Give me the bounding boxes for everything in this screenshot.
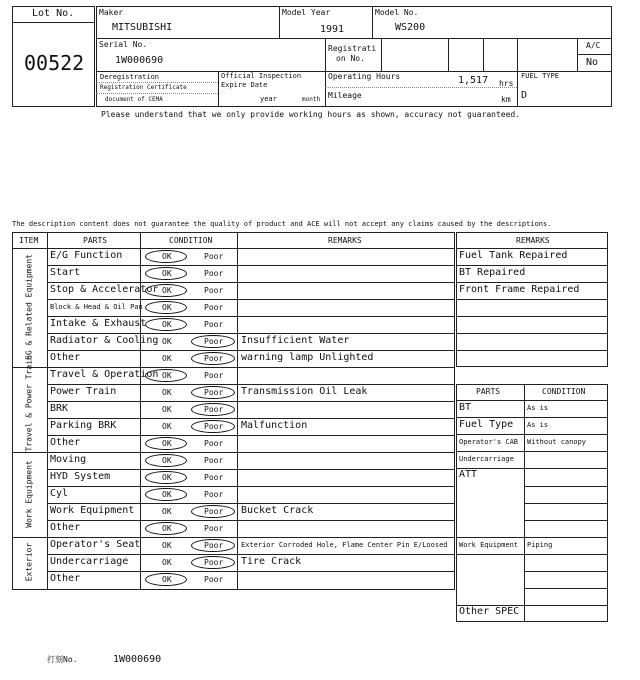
lot-number: 00522 bbox=[24, 51, 85, 75]
condition-poor: Poor bbox=[204, 473, 224, 482]
operating-hours-value: 1,517 bbox=[458, 75, 489, 86]
stamp-label: 打刻No. bbox=[47, 655, 78, 664]
ok-circle-mark bbox=[145, 318, 187, 331]
condition-ok: OK bbox=[162, 422, 172, 431]
registration-label: Registrati bbox=[328, 44, 377, 53]
month-label: month bbox=[302, 96, 321, 103]
group-divider bbox=[12, 537, 455, 538]
right-remark-text: Front Frame Repaired bbox=[459, 284, 580, 295]
condition-poor: Poor bbox=[204, 405, 224, 414]
remarks-line bbox=[456, 265, 608, 266]
registration-label-2: on No. bbox=[336, 54, 365, 63]
right-part-name: Fuel Type bbox=[459, 419, 514, 430]
condition-poor: Poor bbox=[204, 507, 224, 516]
ok-circle-mark bbox=[145, 267, 187, 280]
right-remarks-header: REMARKS bbox=[516, 236, 550, 245]
ok-circle-mark bbox=[145, 454, 187, 467]
part-name: Radiator & Cooling bbox=[50, 335, 159, 346]
condition-poor: Poor bbox=[204, 422, 224, 431]
ac-value: No bbox=[586, 57, 599, 68]
condition-poor: Poor bbox=[204, 524, 224, 533]
remarks-line bbox=[456, 299, 608, 300]
serial-no-label: Serial No. bbox=[99, 40, 148, 49]
part-name: Intake & Exhaust bbox=[50, 318, 147, 329]
remark-text: Malfunction bbox=[241, 420, 308, 431]
ok-circle-mark bbox=[145, 488, 187, 501]
group-label: Work Equipment bbox=[24, 459, 33, 528]
right-condition-header: CONDITION bbox=[542, 387, 586, 396]
row-divider bbox=[47, 571, 455, 572]
parts-line bbox=[524, 520, 608, 521]
part-name: Block & Head & Oil Pan bbox=[50, 303, 143, 311]
row-divider bbox=[47, 316, 455, 317]
row-divider bbox=[47, 418, 455, 419]
row-divider bbox=[47, 350, 455, 351]
poor-circle-mark bbox=[191, 386, 235, 399]
condition-poor: Poor bbox=[204, 371, 224, 380]
parts-line bbox=[524, 571, 608, 572]
condition-ok: OK bbox=[162, 541, 172, 550]
poor-circle-mark bbox=[191, 505, 235, 518]
maker-label: Maker bbox=[99, 8, 124, 17]
ac-label: A/C bbox=[586, 41, 601, 50]
divider bbox=[218, 71, 219, 107]
condition-ok: OK bbox=[162, 354, 172, 363]
fuel-type-value: D bbox=[521, 90, 528, 101]
condition-ok: OK bbox=[162, 286, 172, 295]
divider bbox=[448, 38, 449, 71]
parts-line bbox=[456, 417, 608, 418]
group-divider bbox=[12, 367, 455, 368]
parts-line bbox=[456, 537, 608, 538]
model-year-label: Model Year bbox=[282, 8, 331, 17]
condition-ok: OK bbox=[162, 371, 172, 380]
condition-poor: Poor bbox=[204, 286, 224, 295]
divider bbox=[96, 93, 218, 94]
divider bbox=[12, 22, 95, 23]
condition-ok: OK bbox=[162, 405, 172, 414]
parts-line bbox=[524, 486, 608, 487]
part-name: Operator's Seat bbox=[50, 539, 141, 550]
condition-ok: OK bbox=[162, 388, 172, 397]
part-name: Undercarriage bbox=[50, 556, 129, 567]
row-divider bbox=[47, 486, 455, 487]
serial-no-value: 1W000690 bbox=[115, 55, 164, 66]
ok-circle-mark bbox=[145, 250, 187, 263]
part-name: Other bbox=[50, 352, 81, 363]
ok-circle-mark bbox=[145, 471, 187, 484]
right-part-name: Work Equipment bbox=[459, 541, 519, 549]
remarks-line bbox=[456, 282, 608, 283]
part-name: Other bbox=[50, 522, 81, 533]
divider bbox=[96, 82, 218, 83]
remark-text: Tire Crack bbox=[241, 556, 302, 567]
condition-poor: Poor bbox=[204, 320, 224, 329]
condition-poor: Poor bbox=[204, 337, 224, 346]
condition-poor: Poor bbox=[204, 558, 224, 567]
condition-poor: Poor bbox=[204, 269, 224, 278]
part-name: Stop & Accelerator bbox=[50, 284, 159, 295]
year-label: year bbox=[260, 95, 277, 103]
ok-circle-mark bbox=[145, 284, 187, 297]
condition-ok: OK bbox=[162, 575, 172, 584]
group-label: Exterior bbox=[24, 542, 33, 581]
condition-poor: Poor bbox=[204, 354, 224, 363]
part-name: HYD System bbox=[50, 471, 111, 482]
condition-ok: OK bbox=[162, 252, 172, 261]
fuel-type-label: FUEL TYPE bbox=[521, 72, 559, 80]
condition-ok: OK bbox=[162, 507, 172, 516]
divider bbox=[279, 6, 280, 38]
condition-poor: Poor bbox=[204, 541, 224, 550]
right-part-name: Undercarriage bbox=[459, 455, 514, 463]
group-label: Travel & Power Train bbox=[24, 354, 33, 451]
ok-circle-mark bbox=[145, 369, 187, 382]
remark-text: Bucket Crack bbox=[241, 505, 314, 516]
maker-value: MITSUBISHI bbox=[112, 22, 173, 33]
official-inspection-label: Official Inspection bbox=[221, 72, 302, 80]
part-name: Cyl bbox=[50, 488, 69, 499]
poor-circle-mark bbox=[191, 352, 235, 365]
condition-ok: OK bbox=[162, 456, 172, 465]
item-header: ITEM bbox=[19, 236, 39, 245]
parts-line bbox=[524, 588, 608, 589]
header-divider bbox=[12, 248, 455, 249]
ok-circle-mark bbox=[145, 437, 187, 450]
poor-circle-mark bbox=[191, 556, 235, 569]
part-name: E/G Function bbox=[50, 250, 123, 261]
remark-text: warning lamp Unlighted bbox=[241, 352, 374, 363]
part-name: Start bbox=[50, 267, 81, 278]
ok-circle-mark bbox=[145, 301, 187, 314]
condition-ok: OK bbox=[162, 337, 172, 346]
parts-line bbox=[456, 468, 608, 469]
remark-text: Exterior Corroded Hole, Flame Center Pin E/Loosed bbox=[241, 541, 448, 549]
registration-certificate-label: Registration Certificate bbox=[100, 84, 187, 91]
part-name: BRK bbox=[50, 403, 69, 414]
deregistration-label: Deregistration bbox=[100, 73, 160, 81]
row-divider bbox=[47, 333, 455, 334]
operating-hours-label: Operating Hours bbox=[328, 72, 401, 81]
group-label: EG & Related Equipment bbox=[24, 253, 33, 360]
parts-line bbox=[456, 554, 608, 555]
right-part-name: Other SPEC bbox=[459, 606, 520, 617]
divider bbox=[372, 6, 373, 38]
remarks-header: REMARKS bbox=[328, 236, 362, 245]
row-divider bbox=[47, 469, 455, 470]
right-part-name: BT bbox=[459, 402, 472, 413]
condition-ok: OK bbox=[162, 269, 172, 278]
row-divider bbox=[47, 299, 455, 300]
km-label: km bbox=[501, 95, 511, 104]
condition-ok: OK bbox=[162, 320, 172, 329]
part-name: Other bbox=[50, 573, 81, 584]
part-name: Work Equipment bbox=[50, 505, 135, 516]
condition-poor: Poor bbox=[204, 439, 224, 448]
remarks-line bbox=[456, 350, 608, 351]
row-divider bbox=[47, 384, 455, 385]
poor-circle-mark bbox=[191, 335, 235, 348]
stamp-value: 1W000690 bbox=[113, 654, 162, 665]
condition-ok: OK bbox=[162, 439, 172, 448]
divider bbox=[517, 38, 518, 107]
part-name: Parking BRK bbox=[50, 420, 117, 431]
ok-circle-mark bbox=[145, 522, 187, 535]
row-divider bbox=[47, 503, 455, 504]
divider bbox=[96, 38, 612, 39]
right-part-name: Operator's CAB bbox=[459, 438, 519, 446]
parts-line bbox=[456, 400, 608, 401]
parts-header: PARTS bbox=[83, 236, 108, 245]
row-divider bbox=[47, 401, 455, 402]
remarks-line bbox=[456, 248, 608, 249]
poor-circle-mark bbox=[191, 403, 235, 416]
remark-text: Transmission Oil Leak bbox=[241, 386, 368, 397]
parts-line bbox=[456, 434, 608, 435]
condition-poor: Poor bbox=[204, 490, 224, 499]
parts-line bbox=[456, 451, 608, 452]
right-parts-header: PARTS bbox=[476, 387, 501, 396]
remark-text: Insufficient Water bbox=[241, 335, 350, 346]
right-part-condition: As is bbox=[527, 421, 549, 429]
row-divider bbox=[47, 554, 455, 555]
row-divider bbox=[47, 435, 455, 436]
condition-poor: Poor bbox=[204, 388, 224, 397]
notice-text: Please understand that we only provide working hours as shown, accuracy not guaranteed. bbox=[101, 110, 521, 119]
remarks-line bbox=[456, 333, 608, 334]
disclaimer-text: The description content does not guarantee the quality of product and ACE will not accept any claims caused by the descriptions. bbox=[12, 220, 552, 228]
model-no-value: WS200 bbox=[395, 22, 426, 33]
expire-date-label: Expire Date bbox=[221, 81, 268, 89]
part-name: Moving bbox=[50, 454, 87, 465]
condition-ok: OK bbox=[162, 473, 172, 482]
right-part-condition: As is bbox=[527, 404, 549, 412]
hrs-label: hrs bbox=[499, 79, 514, 88]
condition-ok: OK bbox=[162, 558, 172, 567]
condition-ok: OK bbox=[162, 303, 172, 312]
divider bbox=[577, 54, 612, 55]
condition-poor: Poor bbox=[204, 303, 224, 312]
remarks-line bbox=[456, 316, 608, 317]
condition-header: CONDITION bbox=[169, 236, 213, 245]
right-part-condition: Without canopy bbox=[527, 438, 587, 446]
row-divider bbox=[47, 265, 455, 266]
row-divider bbox=[47, 520, 455, 521]
divider bbox=[483, 38, 484, 71]
right-remark-text: BT Repaired bbox=[459, 267, 526, 278]
parts-line bbox=[524, 503, 608, 504]
lot-no-label: Lot No. bbox=[32, 8, 75, 19]
poor-circle-mark bbox=[191, 420, 235, 433]
group-divider bbox=[12, 452, 455, 453]
cema-document-label: document of CEMA bbox=[105, 96, 163, 103]
mileage-label: Mileage bbox=[328, 91, 362, 100]
divider bbox=[325, 38, 326, 107]
right-part-name: ATT bbox=[459, 469, 478, 480]
poor-circle-mark bbox=[191, 539, 235, 552]
ok-circle-mark bbox=[145, 573, 187, 586]
divider bbox=[325, 87, 517, 88]
condition-poor: Poor bbox=[204, 456, 224, 465]
model-no-label: Model No. bbox=[375, 8, 419, 17]
row-divider bbox=[47, 282, 455, 283]
divider bbox=[381, 38, 382, 71]
condition-ok: OK bbox=[162, 490, 172, 499]
part-name: Power Train bbox=[50, 386, 117, 397]
condition-ok: OK bbox=[162, 524, 172, 533]
condition-poor: Poor bbox=[204, 575, 224, 584]
right-part-condition: Piping bbox=[527, 541, 553, 549]
part-name: Travel & Operation bbox=[50, 369, 159, 380]
condition-poor: Poor bbox=[204, 252, 224, 261]
part-name: Other bbox=[50, 437, 81, 448]
model-year-value: 1991 bbox=[320, 24, 345, 35]
right-remark-text: Fuel Tank Repaired bbox=[459, 250, 568, 261]
